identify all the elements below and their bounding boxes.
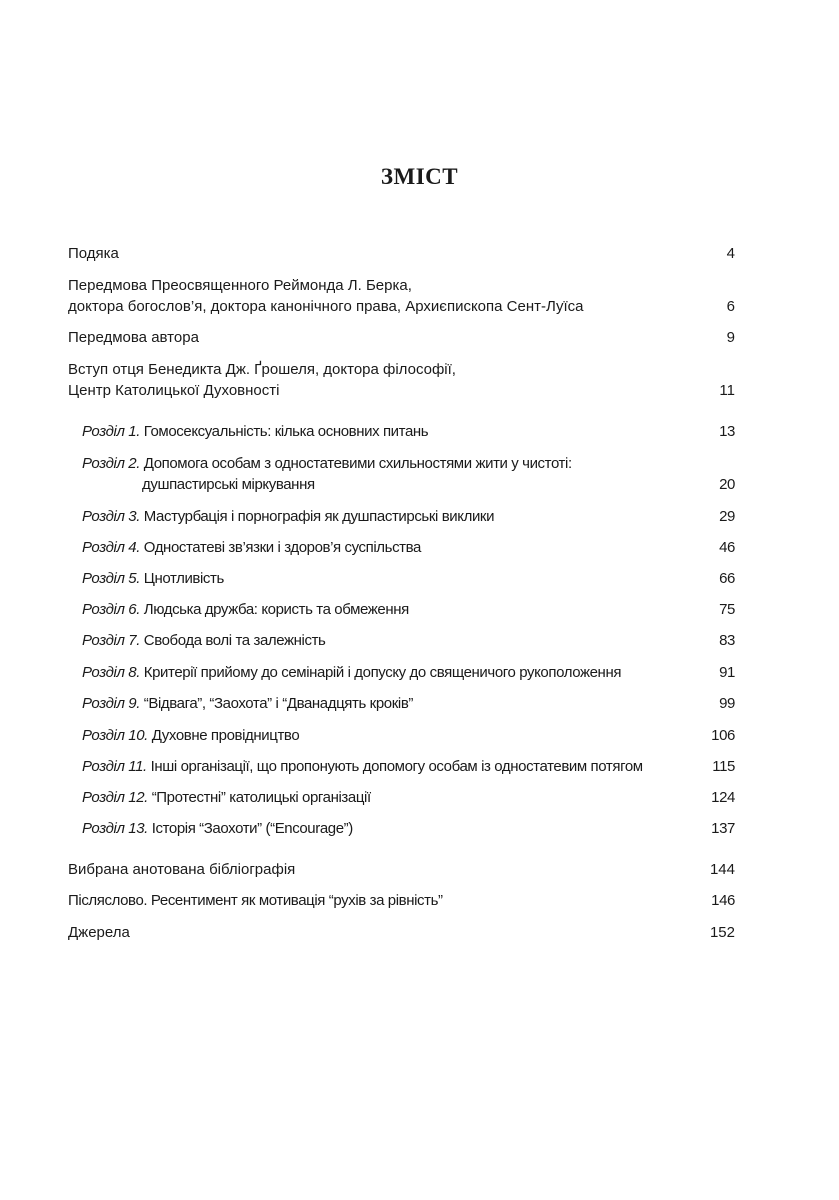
chapter-page: 75: [719, 601, 735, 618]
chapter-label: Розділ 6.: [82, 601, 140, 618]
chapter-label: Розділ 4.: [82, 539, 140, 556]
chapter-entry: [82, 756, 735, 777]
chapter-title-line: [82, 506, 735, 527]
chapter-page: 83: [719, 632, 735, 649]
chapter-entry: [82, 787, 735, 808]
chapter-entry: [82, 506, 735, 527]
toc-entry: [68, 859, 735, 880]
chapter-label: Розділ 7.: [82, 632, 140, 649]
chapter-title: Мастурбація і порнографія як душпастирські виклики: [143, 508, 495, 525]
chapter-title-line: [82, 537, 735, 558]
entry-page: 9: [726, 329, 735, 346]
toc-entry: [68, 359, 735, 401]
entry-page: 6: [726, 298, 735, 315]
entry-title-line2: Центр Католицької Духовності: [68, 382, 280, 399]
chapter-label: Розділ 10.: [82, 727, 148, 744]
chapter-page: 91: [719, 664, 735, 681]
chapter-title-line: [82, 421, 735, 442]
chapter-title-line: [82, 453, 735, 474]
chapter-title: Допомога особам з одностатевими схильностями жити у чистоті:: [143, 455, 572, 472]
chapter-title-line2: душпастирські міркування: [142, 476, 315, 493]
entry-title: Вибрана анотована бібліографія: [68, 861, 296, 878]
chapter-title: Історія “Заохоти” (“Encourage”): [151, 820, 353, 837]
chapter-entry: [82, 725, 735, 746]
chapter-title: Гомосексуальність: кілька основних питань: [143, 423, 429, 440]
chapter-title-line: [82, 756, 735, 777]
chapter-title-line: [82, 630, 735, 651]
toc-entry: [68, 327, 735, 348]
chapter-label: Розділ 13.: [82, 820, 148, 837]
chapter-entry: [82, 693, 735, 714]
chapter-page: 115: [712, 758, 735, 775]
chapter-label: Розділ 9.: [82, 695, 140, 712]
entry-page: 146: [711, 892, 735, 909]
chapter-title-line: [82, 818, 735, 839]
chapter-entry: [82, 537, 735, 558]
entry-title: Післяслово. Ресентимент як мотивація “рухів за рівність”: [68, 892, 443, 909]
chapter-page: 124: [711, 789, 735, 806]
toc-entry: [68, 890, 735, 911]
chapter-page: 137: [711, 820, 735, 837]
page-title: ЗМІСТ: [380, 164, 459, 189]
chapter-title-line: [82, 725, 735, 746]
toc-entry: [68, 275, 735, 317]
chapter-page: 29: [719, 508, 735, 525]
entry-page: 4: [726, 245, 735, 262]
chapter-entry: [82, 630, 735, 651]
chapter-title-line: [82, 787, 735, 808]
chapter-page: 20: [719, 476, 735, 493]
chapter-title-line: [82, 568, 735, 589]
chapter-page: 99: [719, 695, 735, 712]
entry-page: 144: [709, 861, 735, 878]
chapter-title: Людська дружба: користь та обмеження: [143, 601, 409, 618]
chapter-entry: [82, 599, 735, 620]
chapter-label: Розділ 1.: [82, 423, 140, 440]
chapter-title-line: [82, 599, 735, 620]
chapter-title: Одностатеві зв’язки і здоров’я суспільства: [143, 539, 421, 556]
entry-title: Подяка: [68, 245, 119, 262]
chapter-title: Духовне провідництво: [151, 727, 300, 744]
chapter-title: Інші організації, що пропонують допомогу особам із одностатевим потягом: [150, 758, 643, 775]
entry-page: 152: [709, 924, 735, 941]
chapter-entry: [82, 453, 735, 495]
chapter-title: Критерії прийому до семінарій і допуску до священичого рукоположення: [143, 664, 622, 681]
entry-title: Вступ отця Бенедикта Дж. Ґрошеля, доктора філософії,: [68, 361, 456, 378]
entry-title: Передмова автора: [68, 329, 199, 346]
chapter-entry: [82, 421, 735, 442]
entry-title: Передмова Преосвященного Реймонда Л. Берка,: [68, 277, 412, 294]
chapter-page: 13: [719, 423, 735, 440]
chapter-label: Розділ 8.: [82, 664, 140, 681]
chapter-label: Розділ 2.: [82, 455, 140, 472]
chapter-title-line: [82, 693, 735, 714]
chapter-label: Розділ 5.: [82, 570, 140, 587]
chapter-title: “Відвага”, “Заохота” і “Дванадцять кроків”: [143, 695, 413, 712]
chapter-entry: [82, 662, 735, 683]
chapter-label: Розділ 12.: [82, 789, 148, 806]
chapter-page: 46: [719, 539, 735, 556]
chapter-title: Цнотливість: [143, 570, 224, 587]
chapter-entry: [82, 568, 735, 589]
chapter-title: Свобода волі та залежність: [143, 632, 326, 649]
chapter-page: 66: [719, 570, 735, 587]
chapter-page: 106: [711, 727, 735, 744]
toc-entry: [68, 922, 735, 943]
entry-page: 11: [719, 382, 735, 399]
entry-title: Джерела: [68, 924, 130, 941]
entry-title-line2: доктора богослов’я, доктора канонічного права, Архиєпископа Сент-Луїса: [68, 298, 584, 315]
toc-entry: [68, 243, 735, 264]
chapter-title: “Протестні” католицькі організації: [151, 789, 371, 806]
chapter-label: Розділ 3.: [82, 508, 140, 525]
chapter-title-line: [82, 662, 735, 683]
chapter-entry: [82, 818, 735, 839]
chapter-label: Розділ 11.: [82, 758, 147, 775]
